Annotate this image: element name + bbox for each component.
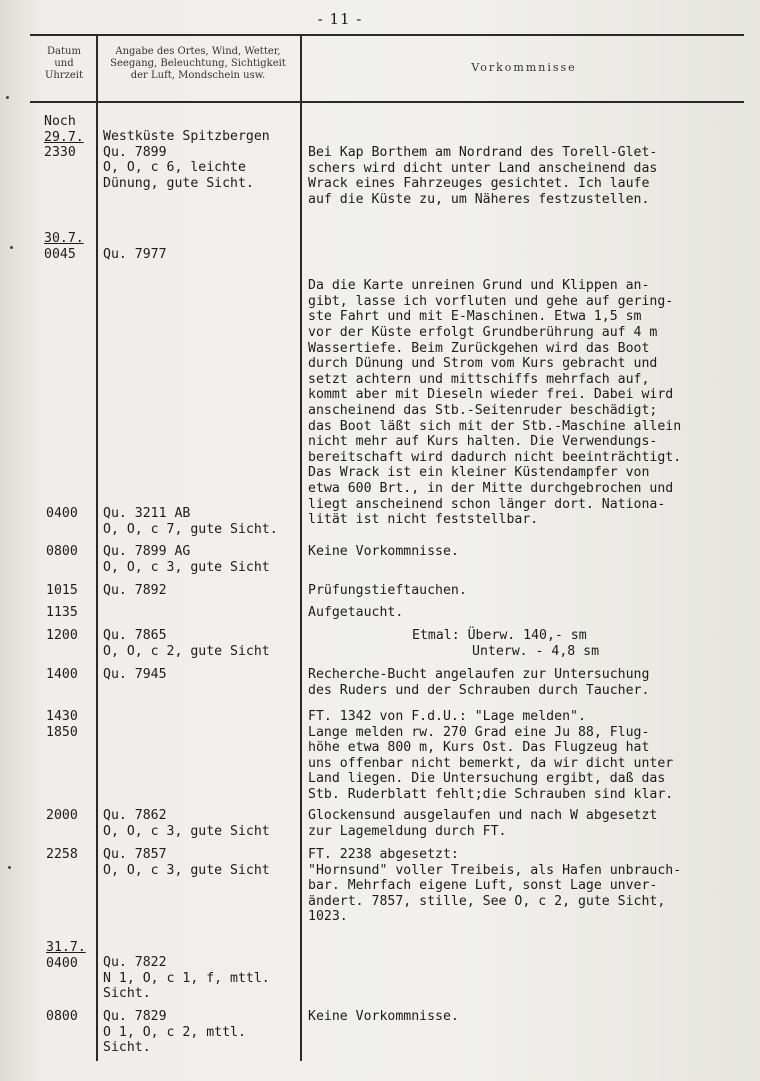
- entry-text: Etmal: Überw. 140,- sm Unterw. - 4,8 sm: [412, 628, 600, 659]
- entry-text: FT. 2238 abgesetzt: "Hornsund" voller Treibeis, als Hafen unbrauch- bar. Mehrfach eigene Luft, sonst Lage unver- ändert. 7857, stille, See O, c 2, gute Sicht, 1023.: [308, 847, 682, 925]
- binder-mark: [6, 96, 9, 99]
- entry-time: 0800: [46, 544, 78, 559]
- entry-text: Prüfungstieftauchen.: [308, 583, 467, 598]
- entry-text: Da die Karte unreinen Grund und Klippen an- gibt, lasse ich vorfluten und gehe auf gering- ste Fahrt und mit E-Maschinen. Etwa 1,5 sm vor der Küste erfolgt Grundberührung auf 4 m Wassertiefe. Beim Zurückgehen wird das Boot durch Dünung und Strom vom Kurs gebracht und setzt achtern und mittschiffs mehrfach auf, kommt aber mit Dieseln wieder frei. Dabei wird anscheinend das Stb.-Seitenruder beschädigt; das Boot läßt sich mit der Stb.-Maschine allein nicht mehr auf Kurs halten. Die Verwendungs- bereitschaft wird dadurch nicht beeinträchtigt. Das Wrack ist ein kleiner Küstendampfer von etwa 600 Brt., in der Mitte durchgebrochen und liegt anscheinend schon länger dort. Nationa- lität ist nicht feststellbar.: [308, 278, 682, 528]
- entry-time: 2000: [46, 808, 78, 823]
- page-number: - 11 -: [317, 10, 363, 28]
- entry-time: 0400: [46, 506, 78, 521]
- entry-position: Qu. 7977: [103, 247, 167, 262]
- header-position-weather: Angabe des Ortes, Wind, Wetter, Seegang, Beleuchtung, Sichtigkeit der Luft, Mondschein usw.: [110, 46, 286, 81]
- column-rule-left: [96, 36, 98, 1061]
- entry-position: Qu. 7862 O, O, c 3, gute Sicht: [103, 808, 270, 839]
- entry-time: 1200: [46, 628, 78, 643]
- entry-time: 1400: [46, 667, 78, 682]
- entry-text: Keine Vorkommnisse.: [308, 1009, 459, 1024]
- header-date-time: Datum und Uhrzeit: [44, 46, 84, 81]
- entry-position: Qu. 7829 O 1, O, c 2, mttl. Sicht.: [103, 1009, 246, 1056]
- entry-time: 30.7. 0045: [44, 231, 84, 262]
- entry-position: Qu. 7892: [103, 583, 167, 598]
- entry-time: 0800: [46, 1009, 78, 1024]
- entry-position: Qu. 7865 O, O, c 2, gute Sicht: [103, 628, 270, 659]
- binder-mark: [8, 866, 11, 869]
- entry-position: Qu. 7857 O, O, c 3, gute Sicht: [103, 847, 270, 878]
- entry-text: Bei Kap Borthem am Nordrand des Torell-Glet- schers wird dicht unter Land anscheinend das Wrack eines Fahrzeuges gesichtet. Ich laufe auf die Küste zu, um Näheres festzustellen.: [308, 145, 658, 207]
- entry-time: 1430 1850: [46, 709, 78, 740]
- header-bottom-rule: [30, 101, 744, 103]
- entry-time: 1015: [46, 583, 78, 598]
- binder-mark: [10, 246, 13, 249]
- entry-time: 2258: [46, 847, 78, 862]
- entry-text: Keine Vorkommnisse.: [308, 544, 459, 559]
- header-top-rule: [30, 34, 744, 36]
- header-events: Vorkommnisse: [471, 61, 577, 74]
- entry-text: Aufgetaucht.: [308, 605, 404, 620]
- entry-position: Westküste Spitzbergen Qu. 7899 O, O, c 6, leichte Dünung, gute Sicht.: [103, 129, 270, 191]
- entry-time: 31.7. 0400: [46, 940, 86, 971]
- column-rule-right: [300, 36, 302, 1061]
- entry-position: Qu. 7945: [103, 667, 167, 682]
- entry-position: Qu. 7822 N 1, O, c 1, f, mttl. Sicht.: [103, 955, 270, 1002]
- entry-position: Qu. 7899 AG O, O, c 3, gute Sicht: [103, 544, 270, 575]
- entry-text: FT. 1342 von F.d.U.: "Lage melden". Lange melden rw. 270 Grad eine Ju 88, Flug- höhe etwa 800 m, Kurs Ost. Das Flugzeug hat uns offenbar nicht bemerkt, da wir dicht unter Land liegen. Die Untersuchung ergibt, daß das Stb. Ruderblatt fehlt;die Schrauben sind klar.: [308, 709, 674, 802]
- entry-time: Noch 29.7. 2330: [44, 114, 84, 161]
- entry-text: Glockensund ausgelaufen und nach W abgesetzt zur Lagemeldung durch FT.: [308, 808, 658, 839]
- entry-position: Qu. 3211 AB O, O, c 7, gute Sicht.: [103, 506, 278, 537]
- entry-text: Recherche-Bucht angelaufen zur Untersuchung des Ruders und der Schrauben durch Taucher.: [308, 667, 650, 698]
- entry-time: 1135: [46, 605, 78, 620]
